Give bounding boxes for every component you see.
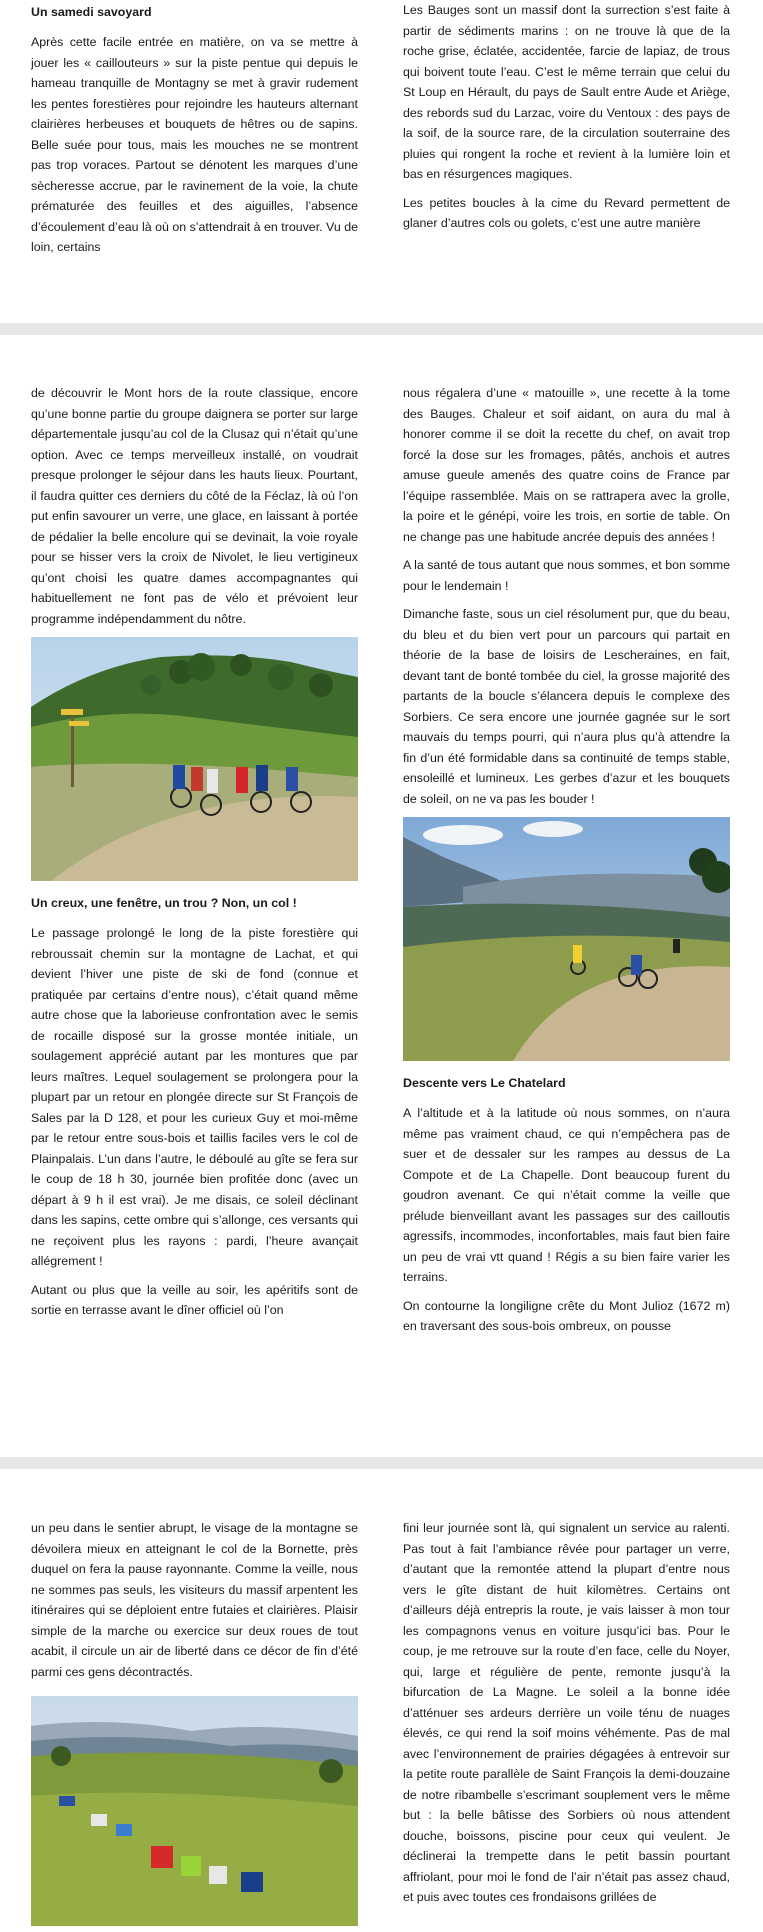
paragraph: un peu dans le sentier abrupt, le visage de la montagne se dévoilera mieux en atteignant le col de la Bornette, près duquel on fera la pause rayonnante. Comme la veille, nous ne sommes pas seuls, les visiteurs du massif arpentent les itinéraires qui se déploient entre futaies et clairières. Plaisir simple de la marche ou exercice sur deux roues de tout acabit, il circule un air de liberté dans ce décor de fin d’été parmi ces gens décontractés. — [31, 1521, 358, 1679]
paragraph: de découvrir le Mont hors de la route classique, encore qu’une bonne partie du groupe daignera se porter sur large départementale jusqu’au col de la Clusaz qui n’était qu’une option. Avec ce temps merveilleux installé, on voudrait presque prolonger le séjour dans les hauts lieux. Pourtant, il faudra quitter ces derniers du côté de la Féclaz, là où l’on put enfin savourer un verre, une glace, en laissant à portée de pédalier la belle encolure qui se devinait, la voie royale pour se hisser vers la croix de Nivolet, le lieu vertigineux qu’ont choisi les quatre dames accompagnantes qui habituellement ne font pas de vélo et prévoient leur programme indépendamment du nôtre. — [31, 386, 358, 626]
document-page-2 — [0, 335, 763, 1457]
paragraph: fini leur journée sont là, qui signalent un service au ralenti. Pas tout à fait l’ambiance rêvée pour partager un verre, d’autant que la remontée attend la plupart d’entre nous vers le gîte distant de huit kilomètres. Certains ont d’ailleurs déjà entrepris la route, je vais laisser à mon tour les compagnons venus en voiture jusqu’ici bas. Pour le coup, je me retrouve sur la route d’en face, celle du Noyer, qui, large et régulière de pente, remonte jusqu’à la bifurcation de La Magne. Le soleil a la bonne idée d’atténuer ses ardeurs derrière un voile ténu de nuages élevés, ce qui rend la soif moins véhémente. Pas de mal avec l’environnement de prairies dégagées à entrevoir sur la petite route parallèle de Saint François la demi-douzaine de notre ribambelle s’escrimant souplement vers le même but : la belle bâtisse des Sorbiers où nous attendent douche, boissons, piscine pour ceux qui veulent. Je déclinerai la trempette dans le petit bassin pourtant affriolant, pour moi le fond de l’air n’était pas assez chaud, et puis avec toutes ces frondaisons grillées de — [403, 1521, 730, 1904]
document-page-3 — [0, 1469, 763, 1932]
page2-left-column — [31, 383, 358, 1329]
page1-left-column — [31, 2, 358, 266]
page3-left-column — [31, 1518, 358, 1932]
paragraph: A la santé de tous autant que nous sommes, et bon somme pour le lendemain ! — [403, 558, 730, 593]
paragraph: A l’altitude et à la latitude où nous sommes, on n’aura même pas vraiment chaud, ce qui n’empêchera pas de suer et de dessaler sur les rampes au dessus de La Compote et de La Chapelle. Dont beaucoup furent du goudron avenant. Ce qui n’était comme la veille que prélude bienveillant avant les passages sur des cailloutis agressifs, incommodes, inconfortables, mais faut bien faire un peu de vrai vtt quand ! Régis a su bien faire varier les terrains. — [403, 1106, 730, 1284]
paragraph: Après cette facile entrée en matière, on va se mettre à jouer les « caillouteurs » sur la piste pentue qui depuis le hameau tranquille de Montagny se met à gravir rudement les pentes forestières pour rejoindre les hauteurs alternant clairières herbeuses et bouquets de hêtres ou de sapins. Belle suée pour tous, mais les mouches ne se montrent pas trop voraces. Partout se dénotent les marques d’une sècheresse accrue, par le ravinement de la voie, la chute prématurée des feuilles et des aiguilles, l’absence d’écoulement d’eau là où on s’attendrait à en trouver. Vu de loin, certains — [31, 35, 358, 254]
photo-descent-to-le-chatelard — [403, 817, 730, 1061]
document-page-1 — [0, 0, 763, 323]
page2-right-column — [403, 383, 730, 1345]
paragraph: nous régalera d’une « matouille », une recette à la tome des Bauges. Chaleur et soif aidant, on aura du mal à honorer comme il se doit la recette du chef, on avait trop forcé la dose sur les fromages, pâtés, anchois et autres amuse gueule amenés des quatre coins de France par l’équipe rassemblée. Mais on se rattrapera avec la grolle, la poire et le génépi, voire les trois, en sortie de table. On ne change pas une habitude ancrée depuis des années ! — [403, 386, 730, 544]
page3-right-column — [403, 1518, 730, 1916]
paragraph: Le passage prolongé le long de la piste forestière qui rebroussait chemin sur la montagne de Lachat, et qui devient l’hiver une piste de ski de fond (connue et pratiquée par certains d’entre nous), c’était quand même autre chose que la laborieuse confrontation avec le semis de rocaille disposé sur la grosse montée initiale, un soulagement apprécié autant par les montures que par leurs maîtres. Lequel soulagement se prolongera pour la plupart par un retour en plongée directe sur St François de Sales par la D 128, et pour les curieux Guy et moi-même par le retour entre sous-bois et taillis faciles vers le col de Plainpalais. L’un dans l’autre, le déboulé au gîte se fera sur le coup de 18 h 30, journée bien profitée donc (avec un départ à 9 h il est vrai). Je me disais, ce soleil déclinant dans les sapins, cette ombre qui s’allonge, ces versants qui ne reçoivent plus les rayons : pardi, l’heure avançait allégrement ! — [31, 926, 358, 1268]
paragraph: On contourne la longiligne crête du Mont Julioz (1672 m) en traversant des sous-bois ombreux, on pousse — [403, 1298, 730, 1333]
page1-right-column — [403, 0, 730, 242]
section-heading: Descente vers Le Chatelard — [403, 1076, 566, 1090]
section-heading: Un creux, une fenêtre, un trou ? Non, un col ! — [31, 896, 297, 910]
paragraph: Les Bauges sont un massif dont la surrection s’est faite à partir de sédiments marins : on ne trouve là que de la roche grise, éclatée, accidentée, farcie de lapiaz, de trous qui boivent toute l’eau. C’est le même terrain que celui du St Loup en Hérault, du pays de Sault entre Aude et Ariège, des rebords sud du Larzac, voire du Ventoux : des pays de la soif, de la source rare, de la circulation souterraine des pluies qui rongent la roche et revient à la lumière loin et bas en résurgences magiques. — [403, 3, 730, 181]
section-heading: Un samedi savoyard — [31, 5, 152, 19]
paragraph: Dimanche faste, sous un ciel résolument pur, que du beau, du bleu et du bien vert pour un parcours qui partait en théorie de la base de loisirs de Lescheraines, en fait, devant tant de bonté tombée du ciel, la grosse majorité des partants de la boucle s’élancera depuis le complexe des Sorbiers. Ce sera encore une journée gagnée sur le sort mauvais du temps pourri, qui n’aura plus qu’à attendre la fin d’un été formidable dans sa continuité de temps stable, ensoleillé et lumineux. Les gerbes d’azur et les bouquets de soleil, on ne va pas les bouder ! — [403, 607, 730, 806]
photo-cyclists-on-forest-track — [31, 637, 358, 881]
paragraph: Autant ou plus que la veille au soir, les apéritifs sont de sortie en terrasse avant le dîner officiel où l’on — [31, 1282, 358, 1317]
photo-group-resting-on-meadow — [31, 1696, 358, 1926]
paragraph: Les petites boucles à la cime du Revard permettent de glaner d’autres cols ou golets, c’est une autre manière — [403, 195, 730, 230]
